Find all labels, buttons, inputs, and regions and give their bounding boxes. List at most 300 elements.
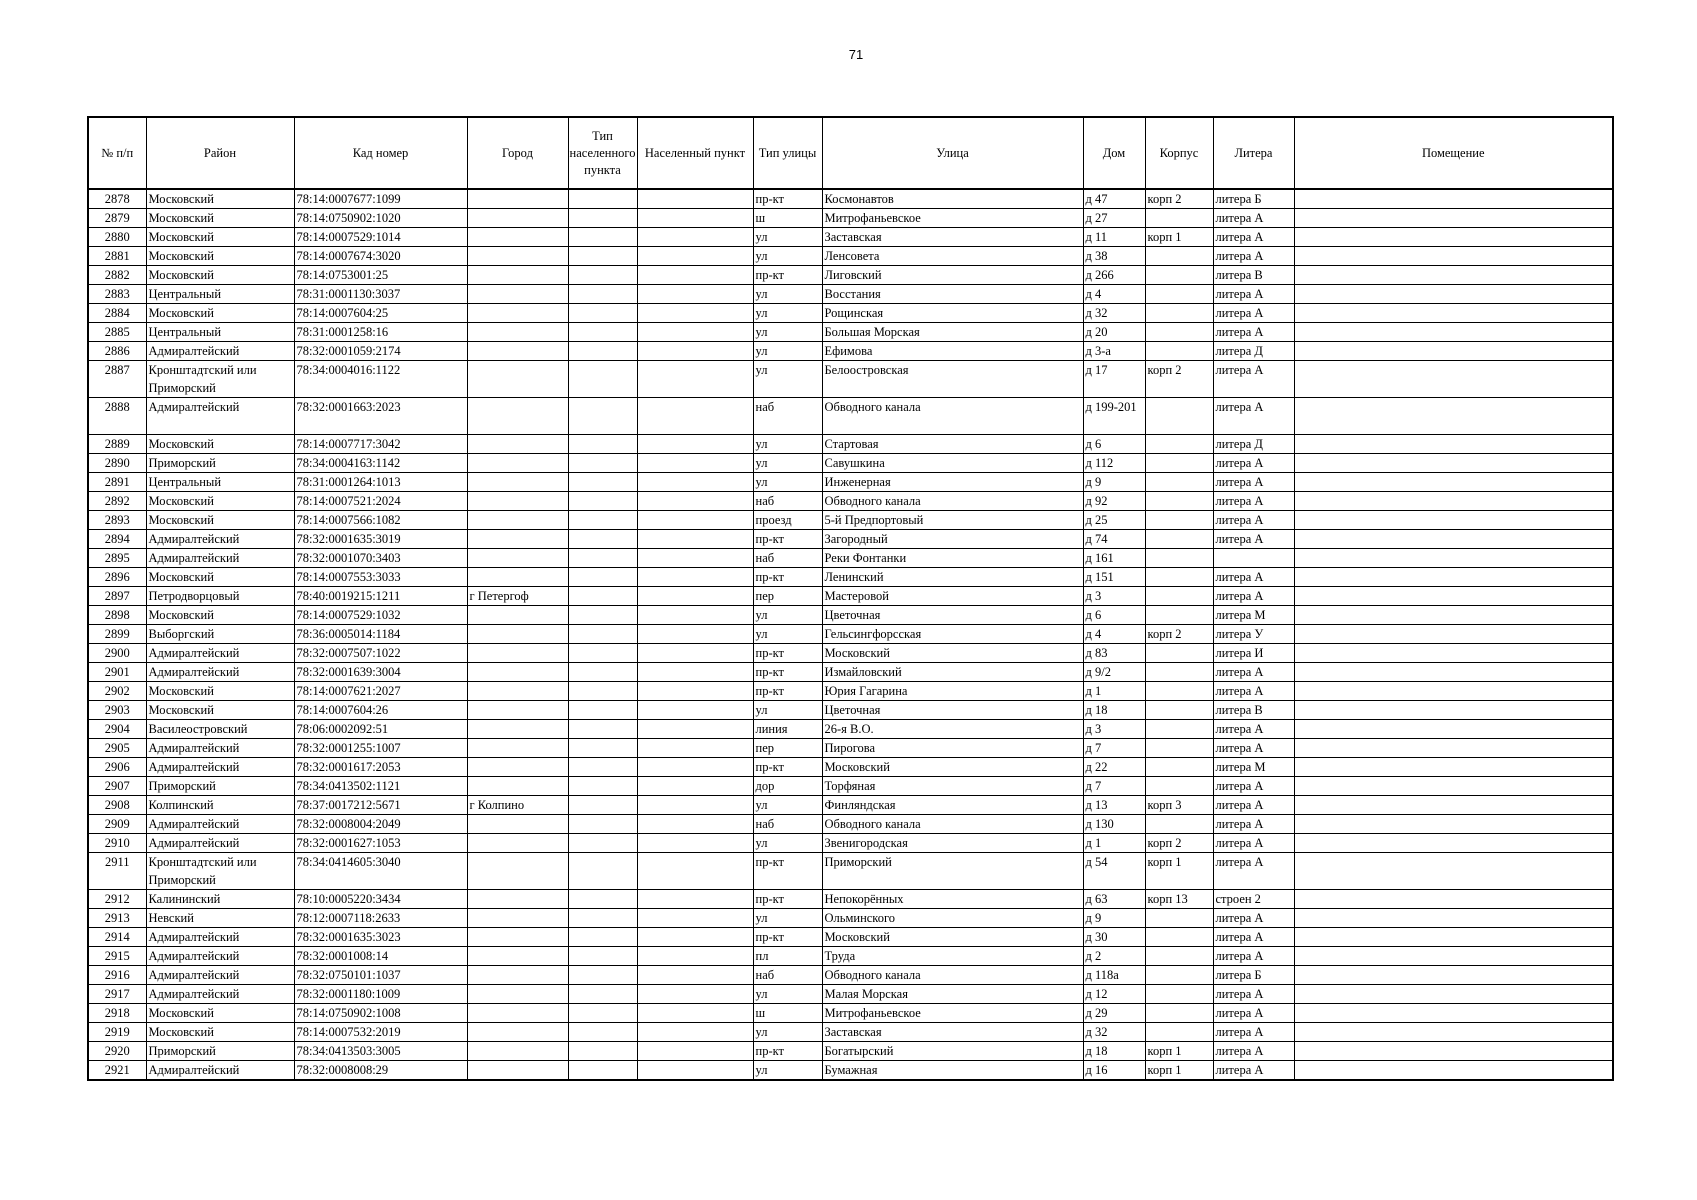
cell-building bbox=[1145, 473, 1213, 492]
cell-street: Заставская bbox=[822, 228, 1083, 247]
cell-district: Калининский bbox=[146, 890, 294, 909]
cell-cadastral: 78:32:0001180:1009 bbox=[294, 985, 467, 1004]
cell-cadastral: 78:31:0001130:3037 bbox=[294, 285, 467, 304]
cell-letter: литера У bbox=[1213, 625, 1294, 644]
cell-premises bbox=[1294, 625, 1613, 644]
cell-settlement bbox=[637, 625, 753, 644]
cell-building: корп 2 bbox=[1145, 834, 1213, 853]
cell-street: Финляндская bbox=[822, 796, 1083, 815]
cell-city bbox=[467, 1042, 568, 1061]
col-header-street-type: Тип улицы bbox=[753, 117, 822, 189]
col-header-city: Город bbox=[467, 117, 568, 189]
cell-premises bbox=[1294, 701, 1613, 720]
cell-premises bbox=[1294, 909, 1613, 928]
cell-letter: литера М bbox=[1213, 758, 1294, 777]
cell-street-type: наб bbox=[753, 492, 822, 511]
cell-settlement bbox=[637, 228, 753, 247]
cell-house: д 9 bbox=[1083, 909, 1145, 928]
cell-cadastral: 78:14:0007521:2024 bbox=[294, 492, 467, 511]
cell-number: 2904 bbox=[88, 720, 146, 739]
cell-district: Московский bbox=[146, 511, 294, 530]
cell-number: 2920 bbox=[88, 1042, 146, 1061]
cell-cadastral: 78:14:0007529:1032 bbox=[294, 606, 467, 625]
table-row bbox=[88, 720, 1613, 739]
cell-settlement-type bbox=[568, 928, 637, 947]
cell-premises bbox=[1294, 549, 1613, 568]
cell-settlement bbox=[637, 701, 753, 720]
cell-district: Московский bbox=[146, 568, 294, 587]
cell-premises bbox=[1294, 266, 1613, 285]
cell-street: Измайловский bbox=[822, 663, 1083, 682]
cell-premises bbox=[1294, 796, 1613, 815]
cell-building bbox=[1145, 323, 1213, 342]
cell-letter: литера А bbox=[1213, 739, 1294, 758]
cell-house: д 3 bbox=[1083, 587, 1145, 606]
cell-district: Адмиралтейский bbox=[146, 663, 294, 682]
cell-cadastral: 78:14:0007674:3020 bbox=[294, 247, 467, 266]
cell-cadastral: 78:32:0001070:3403 bbox=[294, 549, 467, 568]
cell-settlement-type bbox=[568, 228, 637, 247]
cell-district: Адмиралтейский bbox=[146, 985, 294, 1004]
table-row bbox=[88, 834, 1613, 853]
cell-house: д 54 bbox=[1083, 853, 1145, 890]
cell-house: д 47 bbox=[1083, 189, 1145, 209]
cell-number: 2888 bbox=[88, 398, 146, 435]
cell-cadastral: 78:32:0001635:3023 bbox=[294, 928, 467, 947]
cell-district: Адмиралтейский bbox=[146, 1061, 294, 1081]
cell-street: Малая Морская bbox=[822, 985, 1083, 1004]
cell-letter: литера Д bbox=[1213, 342, 1294, 361]
table-row bbox=[88, 209, 1613, 228]
col-header-street: Улица bbox=[822, 117, 1083, 189]
cell-letter: строен 2 bbox=[1213, 890, 1294, 909]
cell-settlement-type bbox=[568, 890, 637, 909]
cell-district: Московский bbox=[146, 606, 294, 625]
cell-settlement bbox=[637, 266, 753, 285]
cell-city bbox=[467, 1061, 568, 1081]
cell-settlement bbox=[637, 606, 753, 625]
cell-street-type: наб bbox=[753, 815, 822, 834]
cell-building bbox=[1145, 985, 1213, 1004]
cell-letter: литера М bbox=[1213, 606, 1294, 625]
cell-street-type: пр-кт bbox=[753, 758, 822, 777]
table-row bbox=[88, 663, 1613, 682]
cell-street: Обводного канала bbox=[822, 815, 1083, 834]
cell-street-type: ул bbox=[753, 342, 822, 361]
cell-settlement-type bbox=[568, 189, 637, 209]
cell-settlement bbox=[637, 435, 753, 454]
cell-number: 2903 bbox=[88, 701, 146, 720]
cell-street-type: пр-кт bbox=[753, 1042, 822, 1061]
cell-district: Адмиралтейский bbox=[146, 834, 294, 853]
cell-premises bbox=[1294, 398, 1613, 435]
cell-settlement-type bbox=[568, 777, 637, 796]
cell-settlement-type bbox=[568, 1023, 637, 1042]
col-header-premises: Помещение bbox=[1294, 117, 1613, 189]
cell-district: Адмиралтейский bbox=[146, 549, 294, 568]
cell-premises bbox=[1294, 644, 1613, 663]
cell-number: 2906 bbox=[88, 758, 146, 777]
table-row bbox=[88, 361, 1613, 398]
cell-street-type: ул bbox=[753, 796, 822, 815]
cell-city bbox=[467, 228, 568, 247]
cell-house: д 199-201 bbox=[1083, 398, 1145, 435]
cell-district: Московский bbox=[146, 189, 294, 209]
cell-house: д 11 bbox=[1083, 228, 1145, 247]
cell-house: д 6 bbox=[1083, 435, 1145, 454]
cell-street: Непокорённых bbox=[822, 890, 1083, 909]
col-header-house: Дом bbox=[1083, 117, 1145, 189]
cell-number: 2886 bbox=[88, 342, 146, 361]
cell-district: Адмиралтейский bbox=[146, 758, 294, 777]
cell-house: д 32 bbox=[1083, 1023, 1145, 1042]
cell-premises bbox=[1294, 568, 1613, 587]
cell-street: Белоостровская bbox=[822, 361, 1083, 398]
cell-house: д 17 bbox=[1083, 361, 1145, 398]
page-number: 71 bbox=[848, 47, 864, 62]
cell-building bbox=[1145, 587, 1213, 606]
cell-settlement-type bbox=[568, 815, 637, 834]
cell-street: Московский bbox=[822, 928, 1083, 947]
cell-street: Пирогова bbox=[822, 739, 1083, 758]
cell-settlement bbox=[637, 777, 753, 796]
cell-street: Труда bbox=[822, 947, 1083, 966]
cell-cadastral: 78:32:0001635:3019 bbox=[294, 530, 467, 549]
cell-settlement bbox=[637, 947, 753, 966]
cell-street: Рощинская bbox=[822, 304, 1083, 323]
table-row bbox=[88, 947, 1613, 966]
cell-district: Невский bbox=[146, 909, 294, 928]
cell-street-type: ул bbox=[753, 435, 822, 454]
cell-number: 2893 bbox=[88, 511, 146, 530]
cell-city bbox=[467, 701, 568, 720]
cell-settlement-type bbox=[568, 966, 637, 985]
cell-house: д 29 bbox=[1083, 1004, 1145, 1023]
cell-district: Приморский bbox=[146, 777, 294, 796]
cell-letter: литера А bbox=[1213, 985, 1294, 1004]
cell-city bbox=[467, 1023, 568, 1042]
cell-premises bbox=[1294, 285, 1613, 304]
cell-street-type: пер bbox=[753, 587, 822, 606]
cell-house: д 161 bbox=[1083, 549, 1145, 568]
cell-number: 2911 bbox=[88, 853, 146, 890]
cell-letter: литера А bbox=[1213, 1004, 1294, 1023]
cell-building: корп 2 bbox=[1145, 361, 1213, 398]
table-row bbox=[88, 644, 1613, 663]
cell-city bbox=[467, 361, 568, 398]
cell-street: Заставская bbox=[822, 1023, 1083, 1042]
cell-street-type: ул bbox=[753, 834, 822, 853]
cell-building bbox=[1145, 720, 1213, 739]
col-header-settlement: Населенный пункт bbox=[637, 117, 753, 189]
cell-settlement bbox=[637, 209, 753, 228]
cell-settlement bbox=[637, 928, 753, 947]
cell-number: 2890 bbox=[88, 454, 146, 473]
cell-city bbox=[467, 890, 568, 909]
cell-district: Адмиралтейский bbox=[146, 947, 294, 966]
cell-letter: литера А bbox=[1213, 1023, 1294, 1042]
cell-street: Большая Морская bbox=[822, 323, 1083, 342]
cell-number: 2919 bbox=[88, 1023, 146, 1042]
cell-house: д 22 bbox=[1083, 758, 1145, 777]
cell-letter: литера А bbox=[1213, 720, 1294, 739]
cell-settlement-type bbox=[568, 247, 637, 266]
cell-street: Приморский bbox=[822, 853, 1083, 890]
cell-building bbox=[1145, 682, 1213, 701]
cell-settlement-type bbox=[568, 342, 637, 361]
cell-city bbox=[467, 285, 568, 304]
cell-district: Адмиралтейский bbox=[146, 966, 294, 985]
table-row bbox=[88, 492, 1613, 511]
cell-house: д 7 bbox=[1083, 739, 1145, 758]
cell-number: 2918 bbox=[88, 1004, 146, 1023]
cell-settlement bbox=[637, 549, 753, 568]
cell-settlement-type bbox=[568, 947, 637, 966]
cell-house: д 130 bbox=[1083, 815, 1145, 834]
cell-number: 2921 bbox=[88, 1061, 146, 1081]
cell-house: д 18 bbox=[1083, 1042, 1145, 1061]
table-row bbox=[88, 189, 1613, 209]
cell-number: 2910 bbox=[88, 834, 146, 853]
cell-settlement bbox=[637, 285, 753, 304]
cell-city bbox=[467, 304, 568, 323]
cell-settlement bbox=[637, 304, 753, 323]
cell-settlement bbox=[637, 1023, 753, 1042]
cell-settlement-type bbox=[568, 492, 637, 511]
cell-building bbox=[1145, 644, 1213, 663]
cell-city bbox=[467, 909, 568, 928]
cell-city bbox=[467, 492, 568, 511]
table-row bbox=[88, 796, 1613, 815]
table-row bbox=[88, 853, 1613, 890]
cell-settlement bbox=[637, 473, 753, 492]
cell-cadastral: 78:10:0005220:3434 bbox=[294, 890, 467, 909]
cell-number: 2901 bbox=[88, 663, 146, 682]
cell-letter: литера И bbox=[1213, 644, 1294, 663]
cell-premises bbox=[1294, 834, 1613, 853]
table-row bbox=[88, 266, 1613, 285]
cell-cadastral: 78:14:0007532:2019 bbox=[294, 1023, 467, 1042]
cell-number: 2894 bbox=[88, 530, 146, 549]
cell-cadastral: 78:14:0007553:3033 bbox=[294, 568, 467, 587]
cell-street: Цветочная bbox=[822, 701, 1083, 720]
cell-city bbox=[467, 682, 568, 701]
cell-cadastral: 78:32:0001663:2023 bbox=[294, 398, 467, 435]
col-header-building: Корпус bbox=[1145, 117, 1213, 189]
cell-street-type: ул bbox=[753, 304, 822, 323]
cell-number: 2880 bbox=[88, 228, 146, 247]
cell-street: Мастеровой bbox=[822, 587, 1083, 606]
cell-district: Петродворцовый bbox=[146, 587, 294, 606]
cell-building: корп 1 bbox=[1145, 1061, 1213, 1081]
cell-house: д 16 bbox=[1083, 1061, 1145, 1081]
cell-building bbox=[1145, 777, 1213, 796]
cell-street: Обводного канала bbox=[822, 492, 1083, 511]
cell-number: 2899 bbox=[88, 625, 146, 644]
cell-street: Обводного канала bbox=[822, 966, 1083, 985]
cell-district: Московский bbox=[146, 247, 294, 266]
cell-street-type: дор bbox=[753, 777, 822, 796]
cell-building bbox=[1145, 701, 1213, 720]
cell-city bbox=[467, 834, 568, 853]
cell-district: Московский bbox=[146, 209, 294, 228]
cell-building bbox=[1145, 568, 1213, 587]
cell-district: Московский bbox=[146, 492, 294, 511]
cell-number: 2887 bbox=[88, 361, 146, 398]
cell-house: д 83 bbox=[1083, 644, 1145, 663]
table-row bbox=[88, 625, 1613, 644]
cell-street: Цветочная bbox=[822, 606, 1083, 625]
cell-settlement-type bbox=[568, 511, 637, 530]
cell-letter: литера А bbox=[1213, 1061, 1294, 1081]
cell-building bbox=[1145, 209, 1213, 228]
cell-letter: литера А bbox=[1213, 285, 1294, 304]
cell-city bbox=[467, 266, 568, 285]
cell-district: Адмиралтейский bbox=[146, 815, 294, 834]
table-row bbox=[88, 701, 1613, 720]
table-row bbox=[88, 682, 1613, 701]
cell-premises bbox=[1294, 587, 1613, 606]
cell-settlement-type bbox=[568, 701, 637, 720]
cell-number: 2892 bbox=[88, 492, 146, 511]
cell-cadastral: 78:32:0008004:2049 bbox=[294, 815, 467, 834]
cell-settlement bbox=[637, 323, 753, 342]
cell-district: Московский bbox=[146, 228, 294, 247]
table-row bbox=[88, 1042, 1613, 1061]
cell-number: 2891 bbox=[88, 473, 146, 492]
cell-cadastral: 78:14:0007566:1082 bbox=[294, 511, 467, 530]
cell-city bbox=[467, 663, 568, 682]
cell-street-type: ул bbox=[753, 1023, 822, 1042]
cell-cadastral: 78:12:0007118:2633 bbox=[294, 909, 467, 928]
cell-number: 2885 bbox=[88, 323, 146, 342]
cell-street-type: ул bbox=[753, 606, 822, 625]
cell-building: корп 13 bbox=[1145, 890, 1213, 909]
cell-letter: литера Д bbox=[1213, 435, 1294, 454]
cell-cadastral: 78:37:0017212:5671 bbox=[294, 796, 467, 815]
cell-premises bbox=[1294, 1061, 1613, 1081]
cell-city bbox=[467, 454, 568, 473]
cell-city: г Петергоф bbox=[467, 587, 568, 606]
cell-district: Кронштадтский или Приморский bbox=[146, 361, 294, 398]
cell-number: 2905 bbox=[88, 739, 146, 758]
cell-city bbox=[467, 966, 568, 985]
cell-district: Московский bbox=[146, 682, 294, 701]
cell-building bbox=[1145, 511, 1213, 530]
cell-house: д 4 bbox=[1083, 285, 1145, 304]
cell-building: корп 1 bbox=[1145, 1042, 1213, 1061]
cell-street: Митрофаньевское bbox=[822, 1004, 1083, 1023]
cell-settlement-type bbox=[568, 587, 637, 606]
col-header-district: Район bbox=[146, 117, 294, 189]
cell-premises bbox=[1294, 758, 1613, 777]
cell-number: 2916 bbox=[88, 966, 146, 985]
cell-settlement-type bbox=[568, 796, 637, 815]
cell-district: Центральный bbox=[146, 285, 294, 304]
cell-settlement-type bbox=[568, 1004, 637, 1023]
cell-street: Звенигородская bbox=[822, 834, 1083, 853]
table-row bbox=[88, 985, 1613, 1004]
table-row bbox=[88, 473, 1613, 492]
cell-letter: литера А bbox=[1213, 209, 1294, 228]
cell-street: 5-й Предпортовый bbox=[822, 511, 1083, 530]
cell-building bbox=[1145, 247, 1213, 266]
cell-number: 2898 bbox=[88, 606, 146, 625]
cell-premises bbox=[1294, 304, 1613, 323]
cell-settlement-type bbox=[568, 435, 637, 454]
cell-settlement bbox=[637, 511, 753, 530]
cell-settlement-type bbox=[568, 398, 637, 435]
cell-settlement-type bbox=[568, 361, 637, 398]
cell-street-type: линия bbox=[753, 720, 822, 739]
cell-street-type: ул bbox=[753, 909, 822, 928]
cell-city bbox=[467, 739, 568, 758]
table-row bbox=[88, 815, 1613, 834]
cell-premises bbox=[1294, 435, 1613, 454]
cell-street: 26-я В.О. bbox=[822, 720, 1083, 739]
cell-settlement-type bbox=[568, 209, 637, 228]
cell-house: д 266 bbox=[1083, 266, 1145, 285]
cell-cadastral: 78:31:0001258:16 bbox=[294, 323, 467, 342]
cell-street-type: ул bbox=[753, 625, 822, 644]
cell-cadastral: 78:14:0007677:1099 bbox=[294, 189, 467, 209]
cell-settlement bbox=[637, 909, 753, 928]
cell-street-type: пр-кт bbox=[753, 928, 822, 947]
cell-street-type: ул bbox=[753, 473, 822, 492]
cell-district: Выборгский bbox=[146, 625, 294, 644]
cell-number: 2896 bbox=[88, 568, 146, 587]
cell-district: Адмиралтейский bbox=[146, 644, 294, 663]
cell-letter: литера А bbox=[1213, 682, 1294, 701]
cell-building: корп 1 bbox=[1145, 853, 1213, 890]
cell-city bbox=[467, 758, 568, 777]
table-body bbox=[88, 189, 1613, 1080]
cell-letter: литера А bbox=[1213, 853, 1294, 890]
cell-cadastral: 78:34:0414605:3040 bbox=[294, 853, 467, 890]
cell-settlement bbox=[637, 966, 753, 985]
cell-street-type: пр-кт bbox=[753, 189, 822, 209]
cell-city: г Колпино bbox=[467, 796, 568, 815]
cell-city bbox=[467, 511, 568, 530]
cell-building bbox=[1145, 928, 1213, 947]
cell-building bbox=[1145, 454, 1213, 473]
cell-street: Юрия Гагарина bbox=[822, 682, 1083, 701]
cell-city bbox=[467, 606, 568, 625]
cell-letter: литера А bbox=[1213, 473, 1294, 492]
cell-city bbox=[467, 625, 568, 644]
table-row bbox=[88, 247, 1613, 266]
cell-letter: литера В bbox=[1213, 701, 1294, 720]
cell-district: Центральный bbox=[146, 473, 294, 492]
cell-house: д 3 bbox=[1083, 720, 1145, 739]
cell-cadastral: 78:06:0002092:51 bbox=[294, 720, 467, 739]
cell-settlement-type bbox=[568, 739, 637, 758]
cell-cadastral: 78:32:0001008:14 bbox=[294, 947, 467, 966]
cell-building bbox=[1145, 909, 1213, 928]
cell-cadastral: 78:34:0413503:3005 bbox=[294, 1042, 467, 1061]
cell-settlement bbox=[637, 454, 753, 473]
table-row bbox=[88, 285, 1613, 304]
cell-letter: литера А bbox=[1213, 361, 1294, 398]
cell-street-type: пр-кт bbox=[753, 853, 822, 890]
cell-settlement bbox=[637, 492, 753, 511]
cell-settlement bbox=[637, 1042, 753, 1061]
cell-number: 2895 bbox=[88, 549, 146, 568]
cell-number: 2889 bbox=[88, 435, 146, 454]
cell-settlement-type bbox=[568, 285, 637, 304]
cell-premises bbox=[1294, 682, 1613, 701]
cell-city bbox=[467, 928, 568, 947]
